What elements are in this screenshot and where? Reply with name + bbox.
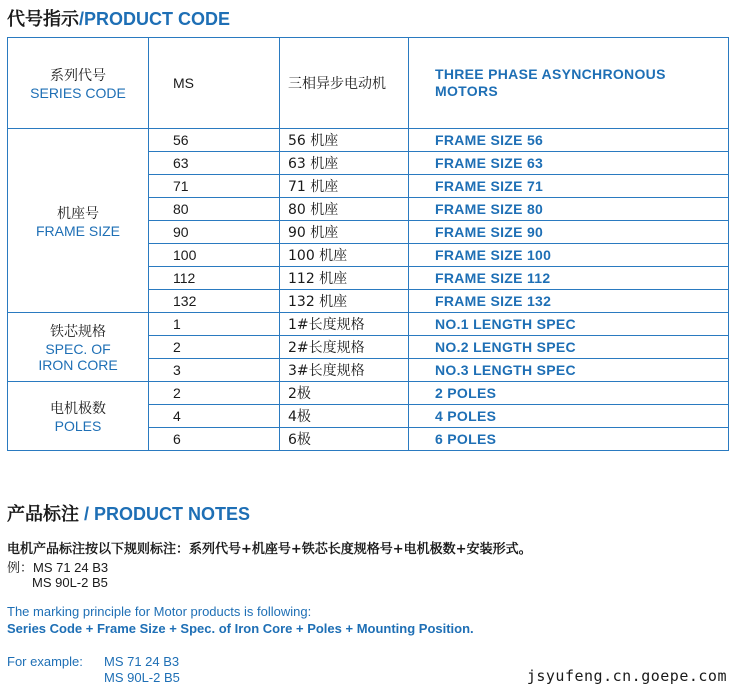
iron-cn-cell: 3#长度规格 xyxy=(280,359,409,382)
series-desc-en-line2: MOTORS xyxy=(435,83,498,99)
example-cn-line1: 例：MS 71 24 B3 xyxy=(7,560,109,575)
site-watermark: jsyufeng.cn.goepe.com xyxy=(526,667,727,685)
iron-label-en-1: SPEC. OF xyxy=(45,341,111,357)
frame-label-cell xyxy=(8,129,149,313)
iron-code-cell: 2 xyxy=(149,336,280,359)
example-en-line2: MS 90L-2 B5 xyxy=(104,670,180,685)
frame-code-cell: 63 xyxy=(149,152,280,175)
iron-en-cell: NO.1 LENGTH SPEC xyxy=(409,313,729,336)
poles-label-cn: 电机极数 xyxy=(50,401,106,417)
poles-cn-cell: 6极 xyxy=(280,428,409,451)
frame-cn-cell: 63 机座 xyxy=(280,152,409,175)
frame-cn-cell: 90 机座 xyxy=(280,221,409,244)
poles-group xyxy=(8,382,729,451)
frame-en-cell: FRAME SIZE 112 xyxy=(409,267,729,290)
poles-en-cell: 2 POLES xyxy=(409,382,729,405)
series-code-cell: MS xyxy=(149,38,280,129)
table-row xyxy=(8,129,729,152)
poles-en-cell: 4 POLES xyxy=(409,405,729,428)
frame-cn-cell: 71 机座 xyxy=(280,175,409,198)
poles-label-cell xyxy=(8,382,149,451)
frame-cn-cell: 112 机座 xyxy=(280,267,409,290)
poles-cn-cell: 4极 xyxy=(280,405,409,428)
iron-en-cell: NO.2 LENGTH SPEC xyxy=(409,336,729,359)
iron-cn-cell: 1#长度规格 xyxy=(280,313,409,336)
frame-en-cell: FRAME SIZE 63 xyxy=(409,152,729,175)
product-code-heading-en: /PRODUCT CODE xyxy=(79,9,231,29)
series-desc-en-line1: THREE PHASE ASYNCHRONOUS xyxy=(435,66,666,82)
series-desc-cn-cell: 三相异步电动机 xyxy=(280,38,409,129)
frame-en-cell: FRAME SIZE 90 xyxy=(409,221,729,244)
table-row xyxy=(8,38,729,129)
iron-label-en-2: IRON CORE xyxy=(38,357,118,373)
iron-label-cell xyxy=(8,313,149,382)
table-row xyxy=(8,313,729,336)
product-notes-heading-cn: 产品标注 xyxy=(7,504,79,525)
frame-code-cell: 56 xyxy=(149,129,280,152)
iron-code-cell: 3 xyxy=(149,359,280,382)
iron-core-group xyxy=(8,313,729,382)
frame-en-cell: FRAME SIZE 71 xyxy=(409,175,729,198)
poles-code-cell: 6 xyxy=(149,428,280,451)
example-en-line1: MS 71 24 B3 xyxy=(104,654,180,669)
poles-en-cell: 6 POLES xyxy=(409,428,729,451)
marking-rule-cn: 电机产品标注按以下规则标注：系列代号+机座号+铁芯长度规格号+电机极数+安装形式。 xyxy=(7,542,532,557)
marking-formula-en: Series Code + Frame Size + Spec. of Iron Core + Poles + Mounting Position. xyxy=(7,621,474,636)
poles-code-cell: 4 xyxy=(149,405,280,428)
poles-code-cell: 2 xyxy=(149,382,280,405)
iron-label-cn: 铁芯规格 xyxy=(50,324,106,340)
series-label-cn: 系列代号 xyxy=(50,68,106,84)
marking-rule-en: The marking principle for Motor products is following: xyxy=(7,604,312,619)
frame-cn-cell: 132 机座 xyxy=(280,290,409,313)
frame-en-cell: FRAME SIZE 56 xyxy=(409,129,729,152)
frame-code-cell: 90 xyxy=(149,221,280,244)
frame-code-cell: 132 xyxy=(149,290,280,313)
table-row xyxy=(8,382,729,405)
frame-cn-cell: 100 机座 xyxy=(280,244,409,267)
example-en-label: For example: xyxy=(7,654,83,669)
iron-cn-cell: 2#长度规格 xyxy=(280,336,409,359)
iron-code-cell: 1 xyxy=(149,313,280,336)
series-label-cell xyxy=(8,38,149,129)
poles-cn-cell: 2极 xyxy=(280,382,409,405)
frame-en-cell: FRAME SIZE 100 xyxy=(409,244,729,267)
frame-size-group xyxy=(8,129,729,313)
frame-cn-cell: 80 机座 xyxy=(280,198,409,221)
series-label-en: SERIES CODE xyxy=(30,85,126,101)
frame-label-cn: 机座号 xyxy=(57,205,99,222)
series-desc-en-cell xyxy=(409,38,729,129)
example-cn-line2: MS 90L-2 B5 xyxy=(32,575,108,590)
poles-label-en: POLES xyxy=(54,418,102,434)
frame-en-cell: FRAME SIZE 132 xyxy=(409,290,729,313)
frame-label-en: FRAME SIZE xyxy=(35,222,120,239)
frame-code-cell: 71 xyxy=(149,175,280,198)
frame-en-cell: FRAME SIZE 80 xyxy=(409,198,729,221)
frame-code-cell: 112 xyxy=(149,267,280,290)
product-code-heading-cn: 代号指示 xyxy=(7,9,79,30)
product-notes-heading-en: / PRODUCT NOTES xyxy=(79,504,251,524)
product-code-heading xyxy=(7,5,230,31)
frame-cn-cell: 56 机座 xyxy=(280,129,409,152)
product-notes-heading xyxy=(7,500,250,526)
frame-code-cell: 80 xyxy=(149,198,280,221)
iron-en-cell: NO.3 LENGTH SPEC xyxy=(409,359,729,382)
product-code-table xyxy=(7,37,729,451)
frame-code-cell: 100 xyxy=(149,244,280,267)
